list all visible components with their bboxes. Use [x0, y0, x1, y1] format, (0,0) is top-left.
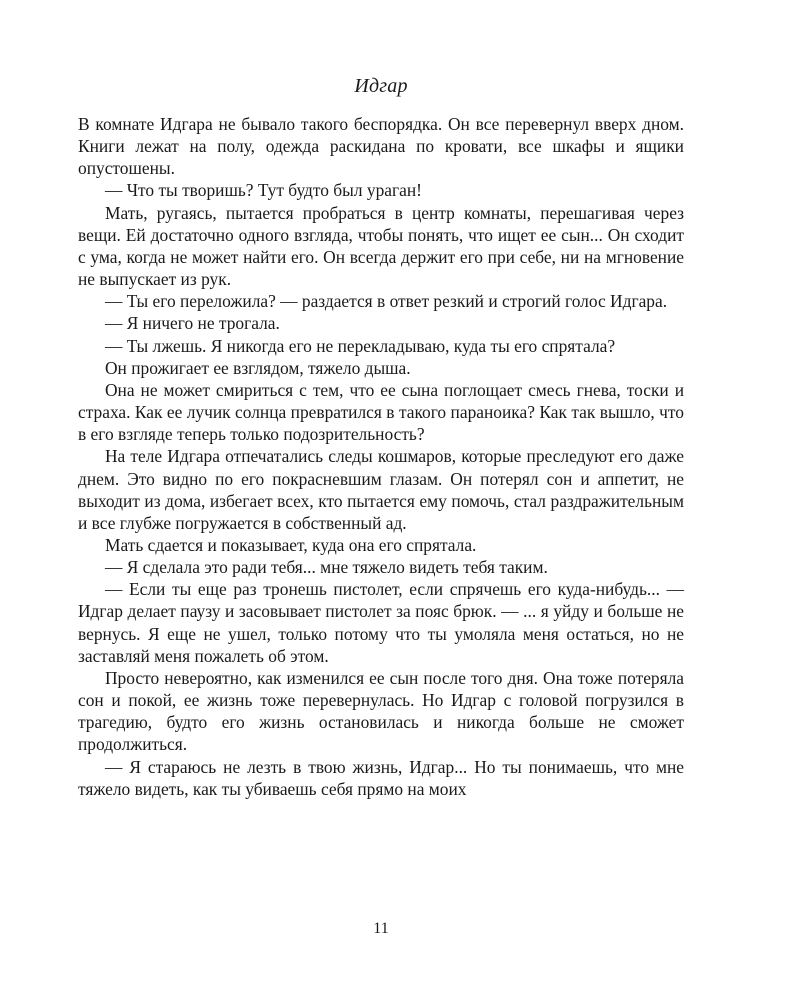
paragraph: — Если ты еще раз тронешь пистолет, если спрячешь его куда-нибудь... — Идгар делает паузу и засовывает пистолет за пояс брюк. — ... я уйду и больше не вернусь. Я еще не ушел, только потому что ты умоляла меня остаться, но не заставляй меня пожалеть об этом.: [78, 579, 684, 666]
book-page: [78, 0, 684, 1000]
paragraph: — Я сделала это ради тебя... мне тяжело видеть тебя таким.: [105, 557, 548, 578]
paragraph: — Что ты творишь? Тут будто был ураган!: [105, 180, 422, 201]
paragraph: — Я стараюсь не лезть в твою жизнь, Идгар... Но ты понимаешь, что мне тяжело видеть, как ты убиваешь себя прямо на моих: [78, 756, 684, 799]
paragraph: — Ты его переложила? — раздается в ответ резкий и строгий голос Идгара.: [105, 291, 668, 312]
paragraph: Мать, ругаясь, пытается пробраться в центр комнаты, перешагивая через вещи. Ей достаточно одного взгляда, чтобы понять, что ищет ее сын... Он сходит с ума, когда не может найти его. Он всегда держит его при себе, ни на мгновение не выпускает из рук.: [78, 202, 684, 290]
paragraph: — Ты лжешь. Я никогда его не перекладываю, куда ты его спрятала?: [105, 335, 616, 356]
paragraph: На теле Идгара отпечатались следы кошмаров, которые преследуют его даже днем. Это видно по его покрасневшим глазам. Он потерял сон и аппетит, не выходит из дома, избегает всех, кто пытается ему помочь, стал раздражительным и все глубже погружается в собственный ад.: [78, 446, 684, 533]
page-number: 11: [373, 920, 389, 937]
paragraph: Мать сдается и показывает, куда она его спрятала.: [105, 534, 477, 555]
body-text: [78, 113, 684, 800]
paragraph: Она не может смириться с тем, что ее сына поглощает смесь гнева, тоски и страха. Как ее лучик солнца превратился в такого параноика? Как так вышло, что в его взгляде теперь только подозрительность?: [78, 379, 684, 445]
paragraph: — Я ничего не трогала.: [105, 313, 280, 334]
chapter-title: Идгар: [354, 75, 408, 97]
paragraph: Просто невероятно, как изменился ее сын после того дня. Она тоже потеряла сон и покой, ее жизнь тоже перевернулась. Но Идгар с головой погрузился в трагедию, будто его жизнь остановилась и никогда больше не сможет продолжиться.: [78, 667, 684, 755]
paragraph: В комнате Идгара не бывало такого беспорядка. Он все перевернул вверх дном. Книги лежат на полу, одежда раскидана по кровати, все шкафы и ящики опустошены.: [78, 114, 684, 179]
paragraph: Он прожигает ее взглядом, тяжело дыша.: [105, 357, 411, 378]
